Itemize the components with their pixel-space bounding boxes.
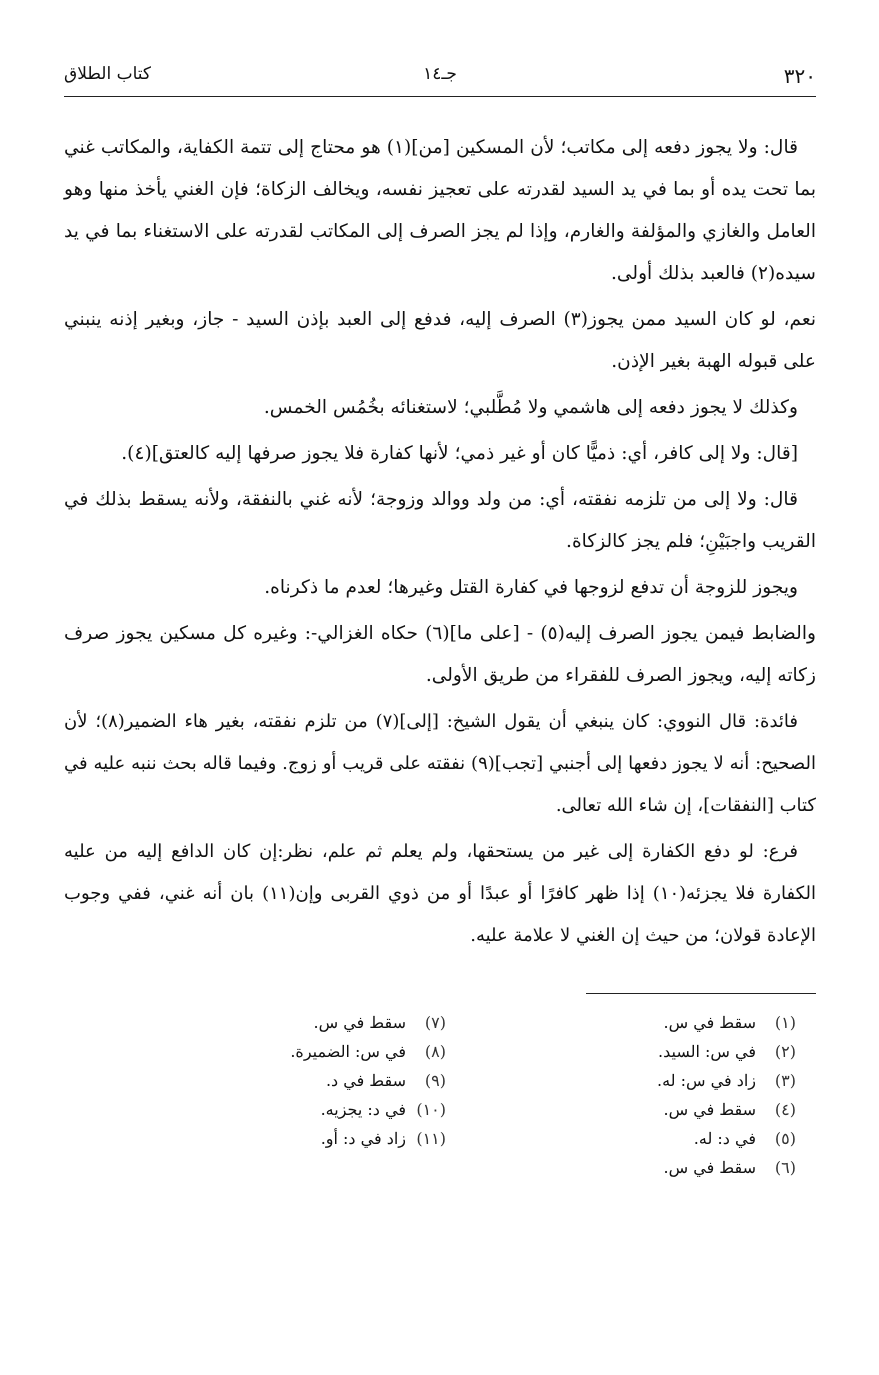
footnote-text: في د: يجزيه. xyxy=(320,1100,406,1119)
footnote-item xyxy=(526,1095,796,1124)
footnote-divider xyxy=(586,993,816,994)
footnote-text: في د: له. xyxy=(693,1129,756,1148)
footnote-text: سقط في س. xyxy=(663,1100,756,1119)
footnote-item xyxy=(526,1037,796,1066)
footnote-item xyxy=(176,1095,446,1124)
footnote-item xyxy=(526,1008,796,1037)
book-title: كتاب الطلاق xyxy=(64,64,151,84)
footnote-text: زاد في د: أو. xyxy=(320,1129,406,1148)
footnote-item xyxy=(176,1008,446,1037)
paragraph-zawja: ويجوز للزوجة أن تدفع لزوجها في كفارة القتل وغيرها؛ لعدم ما ذكرناه. xyxy=(264,577,798,598)
volume-label: جـ١٤ xyxy=(423,64,457,84)
main-text xyxy=(64,127,816,957)
page-header xyxy=(64,56,816,96)
paragraph-faida: فائدة: قال النووي: كان ينبغي أن يقول الشيخ: [إلى](٧) من تلزم نفقته، بغير هاء الضمير(٨)؛ لأن الصحيح: أنه لا يجوز دفعها إلى أجنبي [تجب](٩) نفقته على قريب أو زوج. وفيما قاله بحث ننبه عليه في كتاب [النفقات]، إن شاء الله تعالى. xyxy=(64,711,816,816)
paragraph-dabit: والضابط فيمن يجوز الصرف إليه(٥) - [على ما](٦) حكاه الغزالي-: وغيره كل مسكين يجوز صرف زكاته إليه، ويجوز الصرف للفقراء من طريق الأولى. xyxy=(64,623,816,686)
footnote-item xyxy=(526,1124,796,1153)
footnote-text: سقط في س. xyxy=(663,1158,756,1177)
page-number: ٣٢٠ xyxy=(783,64,816,88)
footnote-number: (١١) xyxy=(416,1129,446,1148)
footnote-text: في س: السيد. xyxy=(658,1042,756,1061)
footnote-text: سقط في س. xyxy=(313,1013,406,1032)
paragraph-kafir: [قال: ولا إلى كافر، أي: ذميًّا كان أو غير ذمي؛ لأنها كفارة فلا يجوز صرفها إليه كالعتق](٤). xyxy=(121,443,798,464)
footnote-item xyxy=(176,1124,446,1153)
footnote-text: زاد في س: له. xyxy=(657,1071,756,1090)
footnote-number: (١) xyxy=(774,1013,796,1032)
footnote-text: سقط في د. xyxy=(325,1071,406,1090)
footnote-number: (٤) xyxy=(774,1100,796,1119)
footnote-text: سقط في س. xyxy=(663,1013,756,1032)
footnote-number: (٧) xyxy=(424,1013,446,1032)
paragraph-nafaqa: قال: ولا إلى من تلزمه نفقته، أي: من ولد ووالد وزوجة؛ لأنه غني بالنفقة، ولأنه يسقط بذلك في القريب واجبَيْنِ؛ فلم يجز كالزكاة. xyxy=(64,489,816,552)
footnote-number: (٩) xyxy=(424,1071,446,1090)
footnote-number: (٢) xyxy=(774,1042,796,1061)
paragraph-far: فرع: لو دفع الكفارة إلى غير من يستحقها، ولم يعلم ثم علم، نظر:إن كان الدافع إليه من عليه الكفارة فلا يجزئه(١٠) إذا ظهر كافرًا أو عبدًا أو من ذوي القربى وإن(١١) بان أنه غني، ففي وجوب الإعادة قولان؛ من حيث إن الغني لا علامة عليه. xyxy=(64,841,816,946)
footnote-number: (١٠) xyxy=(416,1100,446,1119)
footnotes xyxy=(176,1008,796,1182)
footnote-item xyxy=(176,1066,446,1095)
paragraph-naam: نعم، لو كان السيد ممن يجوز(٣) الصرف إليه، فدفع إلى العبد بإذن السيد - جاز، وبغير إذنه ينبني على قبوله الهبة بغير الإذن. xyxy=(64,309,817,372)
footnote-number: (٣) xyxy=(774,1071,796,1090)
header-divider xyxy=(64,96,816,97)
footnotes-left-column xyxy=(176,1008,446,1182)
footnote-item xyxy=(176,1037,446,1066)
paragraph-mukatab: قال: ولا يجوز دفعه إلى مكاتب؛ لأن المسكين [من](١) هو محتاج إلى تتمة الكفاية، والمكاتب غني بما تحت يده أو بما في يد السيد لقدرته على تعجيز نفسه، ويخالف الزكاة؛ فإن الغني يأخذ منها وهو العامل والغازي والمؤلفة والغارم، وإذا لم يجز الصرف إلى المكاتب لقدرته على الاستغناء بما في يد سيده(٢) فالعبد بذلك أولى. xyxy=(64,137,816,284)
paragraph-hashimi: وكذلك لا يجوز دفعه إلى هاشمي ولا مُطَّلبي؛ لاستغنائه بخُمُس الخمس. xyxy=(263,397,798,418)
footnote-text: في س: الضميرة. xyxy=(290,1042,406,1061)
footnote-number: (٥) xyxy=(774,1129,796,1148)
footnote-number: (٨) xyxy=(424,1042,446,1061)
footnote-number: (٦) xyxy=(774,1158,796,1177)
footnote-item xyxy=(526,1066,796,1095)
footnotes-right-column xyxy=(526,1008,796,1182)
footnote-item xyxy=(526,1153,796,1182)
book-page xyxy=(64,56,816,1182)
